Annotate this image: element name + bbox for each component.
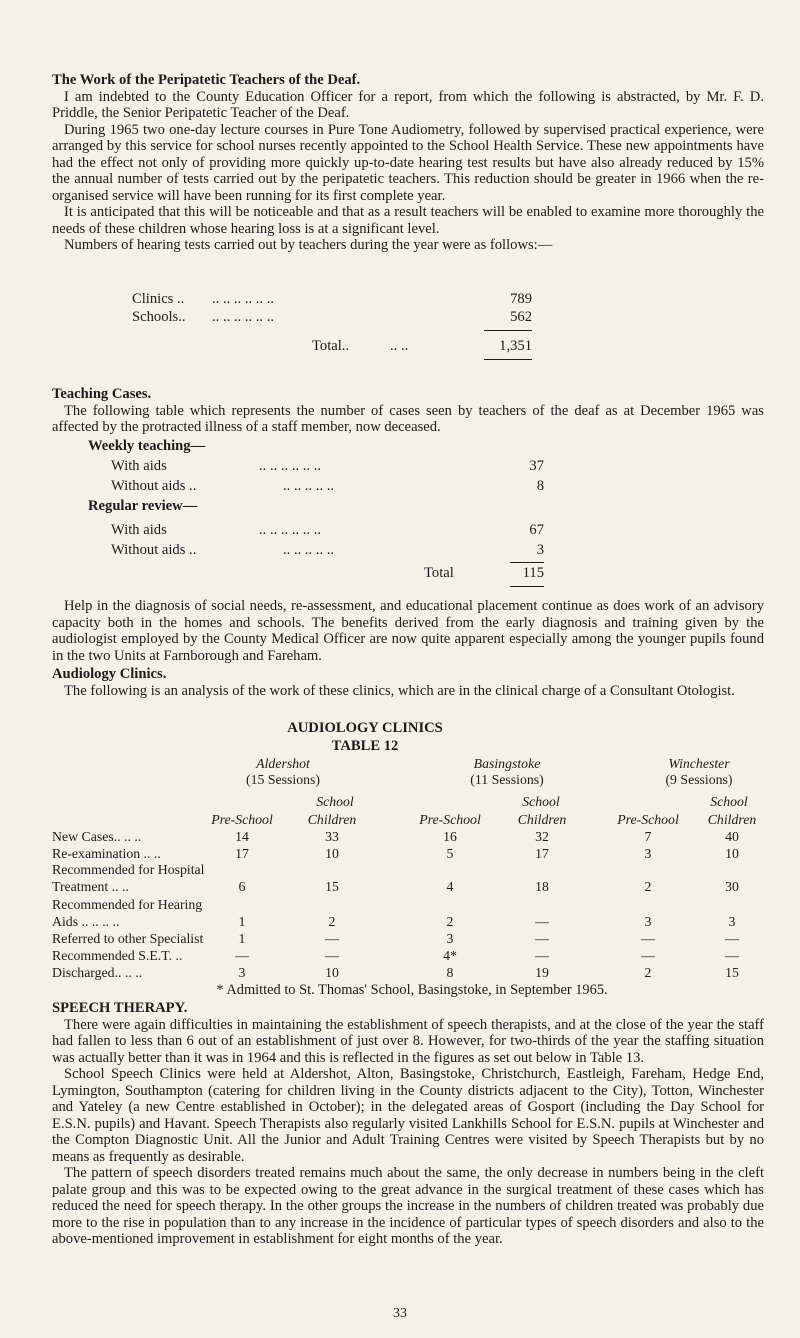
row-value: 562 [510,309,532,325]
cell: 6 [238,879,246,894]
col-header-school: School [710,794,748,809]
row-label: Referred to other Specialist [52,931,204,946]
leader-dots: .. .. [390,338,409,354]
paragraph: I am indebted to the County Education Officer for a report, from which the following is abstracted, by Mr. F. D. Priddle, the Senior Peripatetic Teacher of the Deaf. [52,88,764,121]
row-value: 8 [536,478,544,494]
leader-dots: .. .. .. .. .. .. [259,522,322,538]
cell: — [325,948,339,963]
centre-sessions: (11 Sessions) [470,772,544,787]
cell: 3 [728,914,736,929]
cell: 5 [446,846,454,861]
cell: 10 [325,965,339,980]
audiology-section [52,666,764,699]
row-label: Without aids .. [111,478,197,494]
table-row [52,948,764,965]
cell: 4* [443,948,457,963]
cell: — [535,914,549,929]
paragraph: The following table which represents the number of cases seen by teachers of the deaf as at December 1965 was affected by the protracted illness of a staff member, now deceased. [52,402,764,435]
row-value: 37 [529,458,544,474]
col-header-school: School [522,794,560,809]
teaching-cases-section [52,386,764,436]
paragraph: School Speech Clinics were held at Aldershot, Alton, Basingstoke, Christchurch, Eastleigh, Fareham, Hedge End, Lymington, Southampton (catering for children living in the County districts adjacent to the City), Totton, Winchester and Yateley (a new Centre established in October); in the delegated areas of Gosport (including the Day School for E.S.N. pupils) and Havant. Speech Therapists also regularly visited Lankhills School for E.S.N. pupils at Winchester and the Compton Diagnostic Unit. All the Junior and Adult Training Centres were visited by Speech Therapists but by no means as frequently as desirable. [52,1066,764,1165]
cell: 19 [535,965,549,980]
row-label: Re-examination .. .. [52,846,161,861]
cell: — [535,931,549,946]
col-header-preschool: Pre-School [419,812,481,827]
tests-row-schools [132,309,532,325]
cell: 2 [644,965,652,980]
speech-therapy-section [52,1000,764,1248]
row-value: 67 [529,522,544,538]
centre-sessions: (9 Sessions) [665,772,733,787]
total-value: 115 [522,565,544,581]
page-number: 33 [393,1306,407,1321]
total-label: Total.. [312,338,350,354]
section-heading: Teaching Cases. [52,386,152,402]
total-label: Total [424,565,454,581]
cell: 2 [644,879,652,894]
table-footnote: * Admitted to St. Thomas' School, Basingstoke, in September 1965. [216,982,608,998]
row-value: 789 [510,291,532,307]
cell: — [235,948,249,963]
paragraph: Help in the diagnosis of social needs, re-assessment, and educational placement continue as does work of an advisory capacity both in the homes and schools. The benefits derived from the early diagnosis and training given by the audiologist employed by the County Medical Officer are now quite apparent especially among the younger pupils found in the two Units at Farnborough and Fareham. [52,598,764,664]
total-rule [510,586,544,587]
cell: 17 [535,846,549,861]
row-label: Clinics .. [132,291,185,307]
total-rule [484,359,532,360]
row-label: Recommended for Hearing [52,897,203,912]
cell: 32 [535,829,549,844]
table-row [52,862,764,896]
cell: — [535,948,549,963]
cell: — [641,948,655,963]
cell: — [725,948,739,963]
cell: 33 [325,829,339,844]
paragraph: During 1965 two one-day lecture courses in Pure Tone Audiometry, followed by supervised practical experience, were arranged by this service for school nurses recently appointed to the School Health Service. These new appointments have had the effect not only of providing more quickly up-to-date hearing test results but have also already reduced by 15% the annual number of tests carried out by the peripatetic teachers. This reduction should be greater in 1966 when the re-organised service will have been running for its first complete year. [52,121,764,204]
cell: 1 [238,931,246,946]
cell: 2 [446,914,454,929]
cell: 1 [238,914,246,929]
table-row [52,897,764,931]
table-row [52,846,764,863]
row-label: With aids [111,458,167,474]
cell: 3 [446,931,454,946]
paragraph: The pattern of speech disorders treated remains much about the same, the only decrease in numbers being in the cleft palate group and this was to be expected owing to the great advance in the surgical treatment of these cases which has reduced the need for speech therapy. In the other groups the increase in the numbers of children treated was probably due more to the rise in population than to any increase in the incidence of particular types of speech disorders and also to the above-mentioned improvement in establishment for eight months of the year. [52,1165,764,1247]
paragraph: The following is an analysis of the work of these clinics, which are in the clinical charge of a Consultant Otologist. [64,682,735,699]
total-value: 1,351 [499,338,532,354]
leader-dots: .. .. .. .. .. .. [212,309,275,325]
col-header-preschool: Pre-School [211,812,273,827]
leader-dots: .. .. .. .. .. [283,478,335,494]
leader-dots: .. .. .. .. .. .. [212,291,275,307]
cell: — [641,931,655,946]
cell: 3 [644,846,652,861]
tests-total-row [312,338,532,354]
teaching-total-row [424,565,544,581]
row-label: With aids [111,522,167,538]
weekly-heading: Weekly teaching— [88,438,206,454]
cell: 16 [443,829,457,844]
teaching-after-paragraph [52,598,764,664]
cell: 15 [325,879,339,894]
review-heading: Regular review— [88,498,198,514]
row-label: Without aids .. [111,542,197,558]
row-label: Recommended S.E.T. .. [52,948,183,963]
centre-name: Aldershot [256,756,310,771]
row-label: Schools.. [132,309,186,325]
centre-name: Winchester [668,756,730,771]
col-header-children: Children [517,812,567,827]
cell: — [325,931,339,946]
weekly-with-aids [111,458,544,474]
row-label: New Cases.. .. .. [52,829,142,844]
centre-name: Basingstoke [473,756,541,771]
peripatetic-section [52,72,764,254]
paragraph: There were again difficulties in maintaining the establishment of speech therapists, and at the close of the year the staff had fallen to less than 6 out of an establishment of just over 8. However, for two-thirds of the year the staffing situation was actually better than it was in 1964 and this is reflected in the figures as set out below in Table 13. [52,1016,764,1066]
cell: 7 [644,829,652,844]
section-heading: Audiology Clinics. [52,666,167,682]
cell: 10 [325,846,339,861]
row-label-cont: Aids .. .. .. .. [52,914,120,929]
paragraph: It is anticipated that this will be noticeable and that as a result teachers will be enabled to examine more thoroughly the needs of these children whose hearing loss is at a significant level. [52,204,764,237]
cell: 3 [644,914,652,929]
section-heading: The Work of the Peripatetic Teachers of the Deaf. [52,72,361,88]
cell: 3 [238,965,246,980]
cell: 10 [725,846,739,861]
cell: — [725,931,739,946]
col-header-preschool: Pre-School [617,812,679,827]
col-header-children: Children [307,812,357,827]
row-label-cont: Treatment .. .. [52,879,129,894]
table-row [52,965,764,982]
cell: 4 [446,879,454,894]
centre-sessions: (15 Sessions) [246,772,320,787]
row-label: Recommended for Hospital [52,862,205,877]
weekly-without-aids [111,478,544,494]
cell: 18 [535,879,549,894]
cell: 30 [725,879,739,894]
table-title: AUDIOLOGY CLINICS [287,720,443,736]
table-row [52,931,764,948]
cell: 14 [235,829,249,844]
table-number: TABLE 12 [331,738,399,754]
total-rule [510,562,544,563]
row-value: 3 [536,542,544,558]
cell: 15 [725,965,739,980]
leader-dots: .. .. .. .. .. .. [259,458,322,474]
leader-dots: .. .. .. .. .. [283,542,335,558]
cell: 17 [235,846,249,861]
paragraph: Numbers of hearing tests carried out by teachers during the year were as follows:— [64,237,553,253]
cell: 40 [725,829,739,844]
col-header-children: Children [707,812,757,827]
row-label: Discharged.. .. .. [52,965,143,980]
col-header-school: School [316,794,354,809]
total-rule [484,330,532,331]
cell: 2 [328,914,336,929]
section-heading: SPEECH THERAPY. [52,1000,188,1016]
review-with-aids [111,522,544,538]
table-row [52,829,764,846]
review-without-aids [111,542,544,558]
tests-row-clinics [132,291,532,307]
cell: 8 [446,965,454,980]
